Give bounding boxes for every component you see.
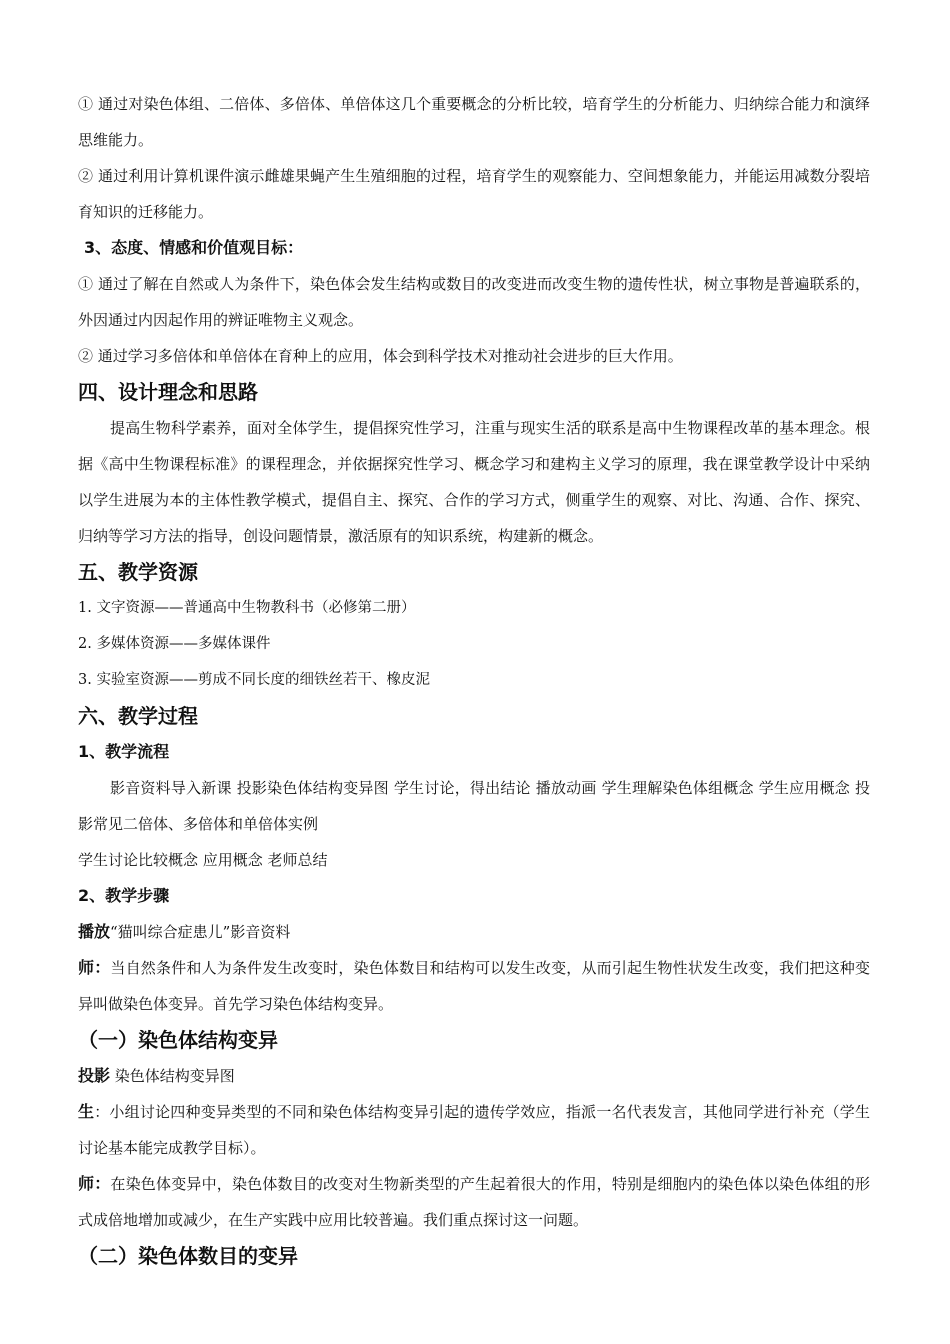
resource-item-1: 1. 文字资源——普通高中生物教科书（必修第二册） [78,600,416,616]
teacher-paragraph-1 [78,950,870,1022]
teacher-paragraph-2 [78,1166,870,1238]
part2-heading: （二）染色体数目的变异 [78,1244,298,1268]
flow-heading: 1、教学流程 [78,742,170,761]
flow-body: 影音资料导入新课 投影染色体结构变异图 学生讨论，得出结论 播放动画 学生理解染色体组概念 学生应用概念 投影常见二倍体、多倍体和单倍体实例 [78,779,870,833]
play-line [78,914,870,950]
section4-body: 提高生物科学素养，面对全体学生，提倡探究性学习，注重与现实生活的联系是高中生物课程改革的基本理念。根据《高中生物课程标准》的课程理念，并依据探究性学习、概念学习和建构主义学习的原理，我在课堂教学设计中采纳以学生进展为本的主体性教学模式，提倡自主、探究、合作的学习方式，侧重学生的观察、对比、沟通、合作、探究、归纳等学习方法的指导，创设问题情景，激活原有的知识系统，构建新的概念。 [78,419,870,545]
flow-body-2: 学生讨论比较概念 应用概念 老师总结 [78,851,328,869]
attitude-goal-2: ② 通过学习多倍体和单倍体在育种上的应用，体会到科学技术对推动社会进步的巨大作用。 [78,347,683,365]
attitude-goals-heading: 3、态度、情感和价值观目标： [84,238,304,257]
student-text: ：小组讨论四种变异类型的不同和染色体结构变异引起的遗传学效应，指派一名代表发言，其他同学进行补充（学生讨论基本能完成教学目标）。 [78,1103,870,1157]
resource-item-3: 3. 实验室资源——剪成不同长度的细铁丝若干、橡皮泥 [78,672,430,688]
student-lead: 生 [78,1102,95,1121]
play-text: “猫叫综合症患儿”影音资料 [110,923,291,941]
ability-goal-2: ② 通过利用计算机课件演示雌雄果蝇产生生殖细胞的过程，培育学生的观察能力、空间想象能力，并能运用减数分裂培育知识的迁移能力。 [78,167,870,221]
project-lead: 投影 [78,1066,111,1085]
teacher-text-1: 当自然条件和人为条件发生改变时，染色体数目和结构可以发生改变，从而引起生物性状发生改变，我们把这种变异叫做染色体变异。首先学习染色体结构变异。 [78,959,870,1013]
section5-heading: 五、教学资源 [78,560,198,584]
steps-heading: 2、教学步骤 [78,886,170,905]
document-page [78,86,870,1274]
section4-heading: 四、设计理念和思路 [78,380,258,404]
teacher-text-2: 在染色体变异中，染色体数目的改变对生物新类型的产生起着很大的作用，特别是细胞内的染色体以染色体组的形式成倍地增加或减少，在生产实践中应用比较普遍。我们重点探讨这一问题。 [78,1175,870,1229]
play-lead: 播放 [78,922,111,941]
teacher-lead-2: 师： [78,1174,111,1193]
attitude-goal-1: ① 通过了解在自然或人为条件下，染色体会发生结构或数目的改变进而改变生物的遗传性状，树立事物是普遍联系的，外因通过内因起作用的辨证唯物主义观念。 [78,275,870,329]
part1-heading: （一）染色体结构变异 [78,1028,278,1052]
teacher-lead-1: 师： [78,958,111,977]
project-text: 染色体结构变异图 [110,1067,235,1085]
project-line [78,1058,870,1094]
ability-goal-1: ① 通过对染色体组、二倍体、多倍体、单倍体这几个重要概念的分析比较，培育学生的分析能力、归纳综合能力和演绎思维能力。 [78,95,870,149]
resource-item-2: 2. 多媒体资源——多媒体课件 [78,636,271,652]
section6-heading: 六、教学过程 [78,704,198,728]
student-paragraph [78,1094,870,1166]
